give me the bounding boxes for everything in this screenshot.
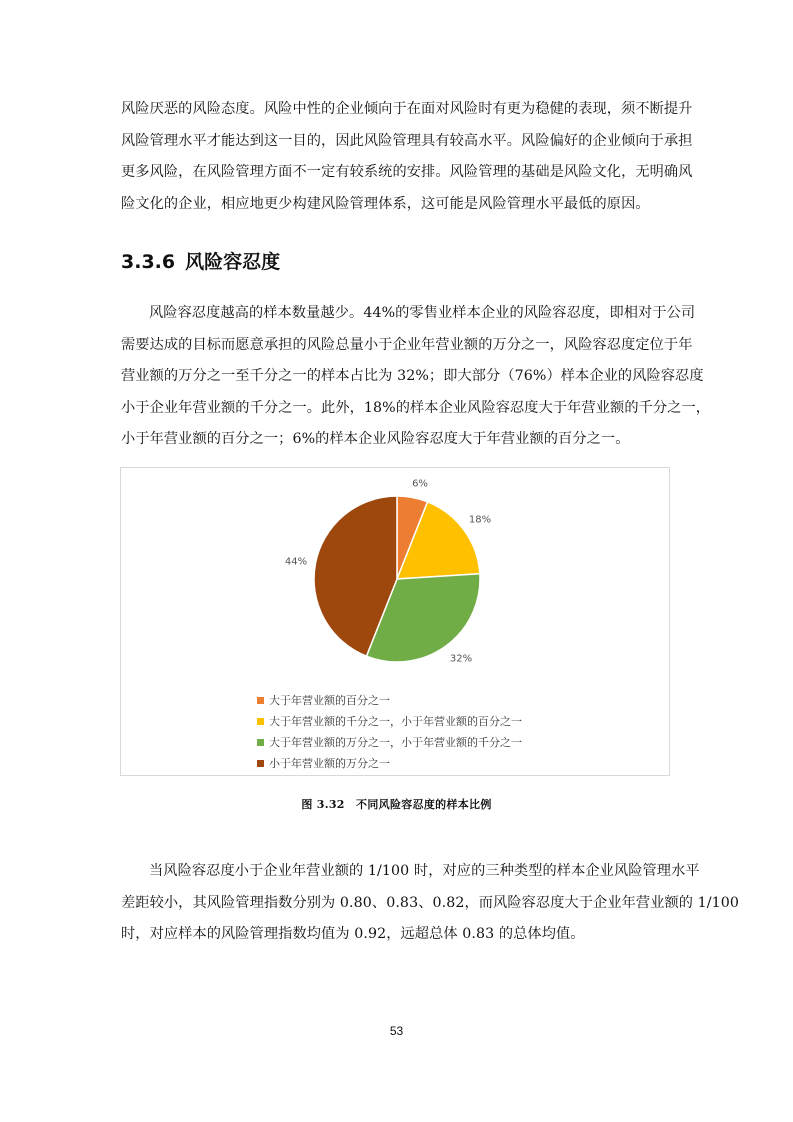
legend-label: 小于年营业额的万分之一: [269, 757, 390, 770]
legend-label: 大于年营业额的百分之一: [269, 694, 390, 707]
text-line: 小于企业年营业额的千分之一。此外，18%的样本企业风险容忍度大于年营业额的千分之一，: [121, 399, 711, 416]
text-line: 时，对应样本的风险管理指数均值为 0.92，远超总体 0.83 的总体均值。: [121, 926, 585, 942]
legend-swatch: [257, 760, 264, 767]
pie-chart: [120, 467, 670, 776]
legend-item: [257, 753, 522, 774]
section-heading: [121, 247, 280, 274]
page-number: 53: [389, 1024, 404, 1038]
paragraph-risk-tolerance: [121, 298, 711, 456]
legend-item: [257, 711, 522, 732]
data-label: 6%: [412, 478, 428, 490]
text-line: 当风险容忍度小于企业年营业额的 1/100 时，对应的三种类型的样本企业风险管理水平: [149, 863, 700, 879]
legend-swatch: [257, 739, 264, 746]
section-number: 3.3.6: [121, 251, 176, 273]
legend-label: 大于年营业额的万分之一，小于年营业额的千分之一: [269, 736, 522, 749]
figure-caption: 图 3.32 不同风险容忍度的样本比例: [301, 798, 492, 811]
paragraph-risk-attitude: [121, 94, 693, 220]
text-line: 险文化的企业，相应地更少构建风险管理体系，这可能是风险管理水平最低的原因。: [121, 195, 650, 212]
text-line: 小于年营业额的百分之一；6%的样本企业风险容忍度大于年营业额的百分之一。: [121, 431, 630, 447]
section-title: 风险容忍度: [185, 251, 281, 273]
text-line: 更多风险，在风险管理方面不一定有较系统的安排。风险管理的基础是风险文化，无明确风: [121, 164, 693, 180]
paragraph-risk-index: [121, 856, 740, 951]
legend-swatch: [257, 697, 264, 704]
text-line: 差距较小，其风险管理指数分别为 0.80、0.83、0.82，而风险容忍度大于企业年营业额的 1/100: [121, 894, 740, 911]
data-label: 32%: [449, 653, 473, 665]
legend-label: 大于年营业额的千分之一，小于年营业额的百分之一: [269, 715, 522, 728]
data-label: 18%: [468, 514, 492, 526]
chart-legend: [257, 690, 522, 774]
text-line: 营业额的万分之一至千分之一的样本占比为 32%；即大部分（76%）样本企业的风险容忍度: [121, 368, 704, 384]
legend-swatch: [257, 718, 264, 725]
text-line: 需要达成的目标而愿意承担的风险总量小于企业年营业额的万分之一，风险容忍度定位于年: [121, 336, 693, 353]
text-line: 风险容忍度越高的样本数量越少。44%的零售业样本企业的风险容忍度，即相对于公司: [149, 305, 696, 321]
text-line: 风险管理水平才能达到这一目的，因此风险管理具有较高水平。风险偏好的企业倾向于承担: [121, 132, 693, 149]
data-label: 44%: [284, 556, 308, 568]
legend-item: [257, 690, 522, 711]
legend-item: [257, 732, 522, 753]
text-line: 风险厌恶的风险态度。风险中性的企业倾向于在面对风险时有更为稳健的表现，须不断提升: [121, 101, 693, 117]
